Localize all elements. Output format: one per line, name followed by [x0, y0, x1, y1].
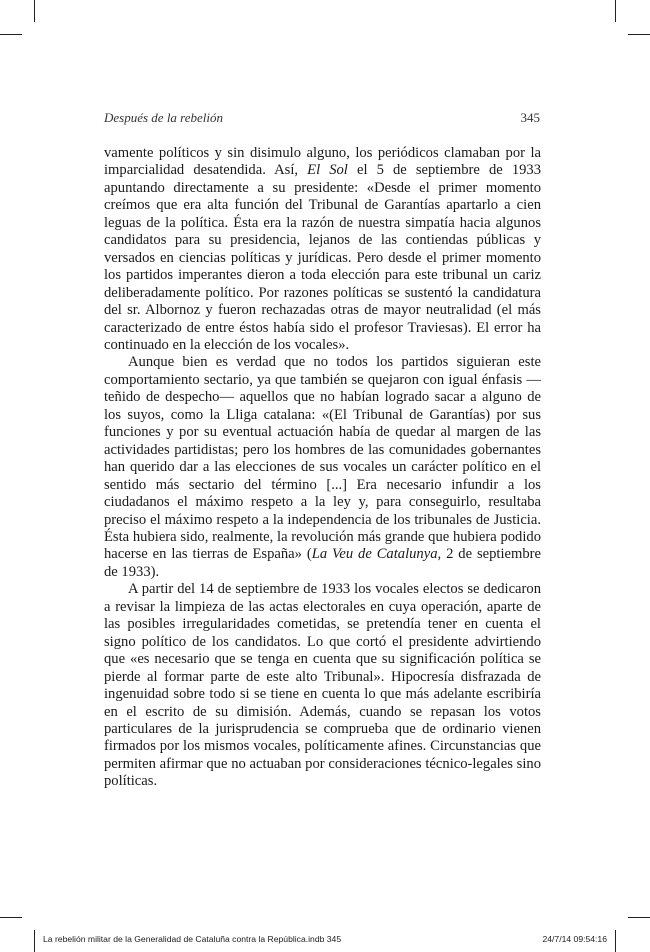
paragraph: vamente políticos y sin disimulo alguno, los periódicos clamaban por la imparcialidad desatendida. Así, El Sol el 5 de septiembre de 1933 apuntando directamente a su presidente: «Desde el primer momento creímos que era alta función del Tribunal de Garantías apartarlo a cien leguas de la política. Ésta era la razón de nuestra simpatía hacia algunos candidatos para su presidencia, lejanos de las contiendas públicas y versados en ciencias políticas y jurídicas. Pero desde el primer momento los partidos imperantes dieron a toda elección para este tribunal un cariz deliberadamente político. Por razones políticas se sustentó la candidatura del sr. Albornoz y fueron rechazadas otras de mayor neutralidad (el más caracterizado de entre éstos había sido el profesor Traviesas). El error ha continuado en la elección de los vocales».: [104, 145, 542, 353]
page-number: 345: [520, 110, 540, 125]
paragraph: Aunque bien es verdad que no todos los partidos siguieran este comportamiento sectario, ya que también se quejaron con igual énfasis —teñido de despecho— aquellos que no habían logrado sacar a alguno de los suyos, como la Lliga catalana: «(El Tribunal de Garantías) por sus funciones y por su eventual actuación había de quedar al margen de las actividades partidistas; pero los hombres de las comunidades gobernantes han querido dar a las elecciones de sus vocales un carácter político en el sentido más sectario del término [...] Era necesario infundir a los ciudadanos el máximo respeto a la ley y, para conseguirlo, resultaba preciso el máximo respeto a la independencia de los tribunales de Justicia. Ésta hubiera sido, realmente, la revolución más grande que hubiera podido hacerse en las tierras de España» (La Veu de Catalunya, 2 de septiembre de 1933).: [104, 354, 541, 580]
print-slug-filename: La rebelión militar de la Generalidad de Cataluña contra la República.indb 345: [43, 934, 342, 944]
crop-mark-bottom-left-horizontal: [0, 917, 22, 918]
crop-mark-top-left-horizontal: [0, 34, 22, 35]
body-text: [104, 145, 541, 791]
running-head-title: Después de la rebelión: [104, 110, 224, 125]
running-head: [104, 110, 540, 126]
print-slug-timestamp: 24/7/14 09:54:16: [542, 934, 607, 944]
crop-mark-top-left-vertical: [34, 0, 35, 22]
newspaper-title: La Veu de Catalunya,: [311, 546, 442, 563]
newspaper-title: El Sol: [307, 162, 348, 179]
paragraph: A partir del 14 de septiembre de 1933 los vocales electos se dedicaron a revisar la limpieza de las actas electorales en cuya operación, aparte de las posibles irregularidades cometidas, se pretendía tener en cuenta el signo político de los candidatos. Lo que cortó el presidente advirtiendo que «es necesario que se tenga en cuenta que su significación política se pierde al formar parte de este alto Tribunal». Hipocresía disfrazada de ingenuidad sobre todo si se tiene en cuenta lo que más adelante escribiría en el escrito de su dimisión. Además, cuando se repasan los votos particulares de la jurisprudencia se comprueba que de ordinario vienen firmados por los mismos vocales, políticamente afines. Circunstancias que permiten afirmar que no actuaban por consideraciones técnico-legales sino políticas.: [104, 581, 541, 790]
crop-mark-top-right-horizontal: [628, 34, 650, 35]
crop-mark-bottom-right-vertical: [615, 930, 616, 952]
crop-mark-bottom-right-horizontal: [628, 917, 650, 918]
crop-mark-top-right-vertical: [615, 0, 616, 22]
crop-mark-bottom-left-vertical: [34, 930, 35, 952]
